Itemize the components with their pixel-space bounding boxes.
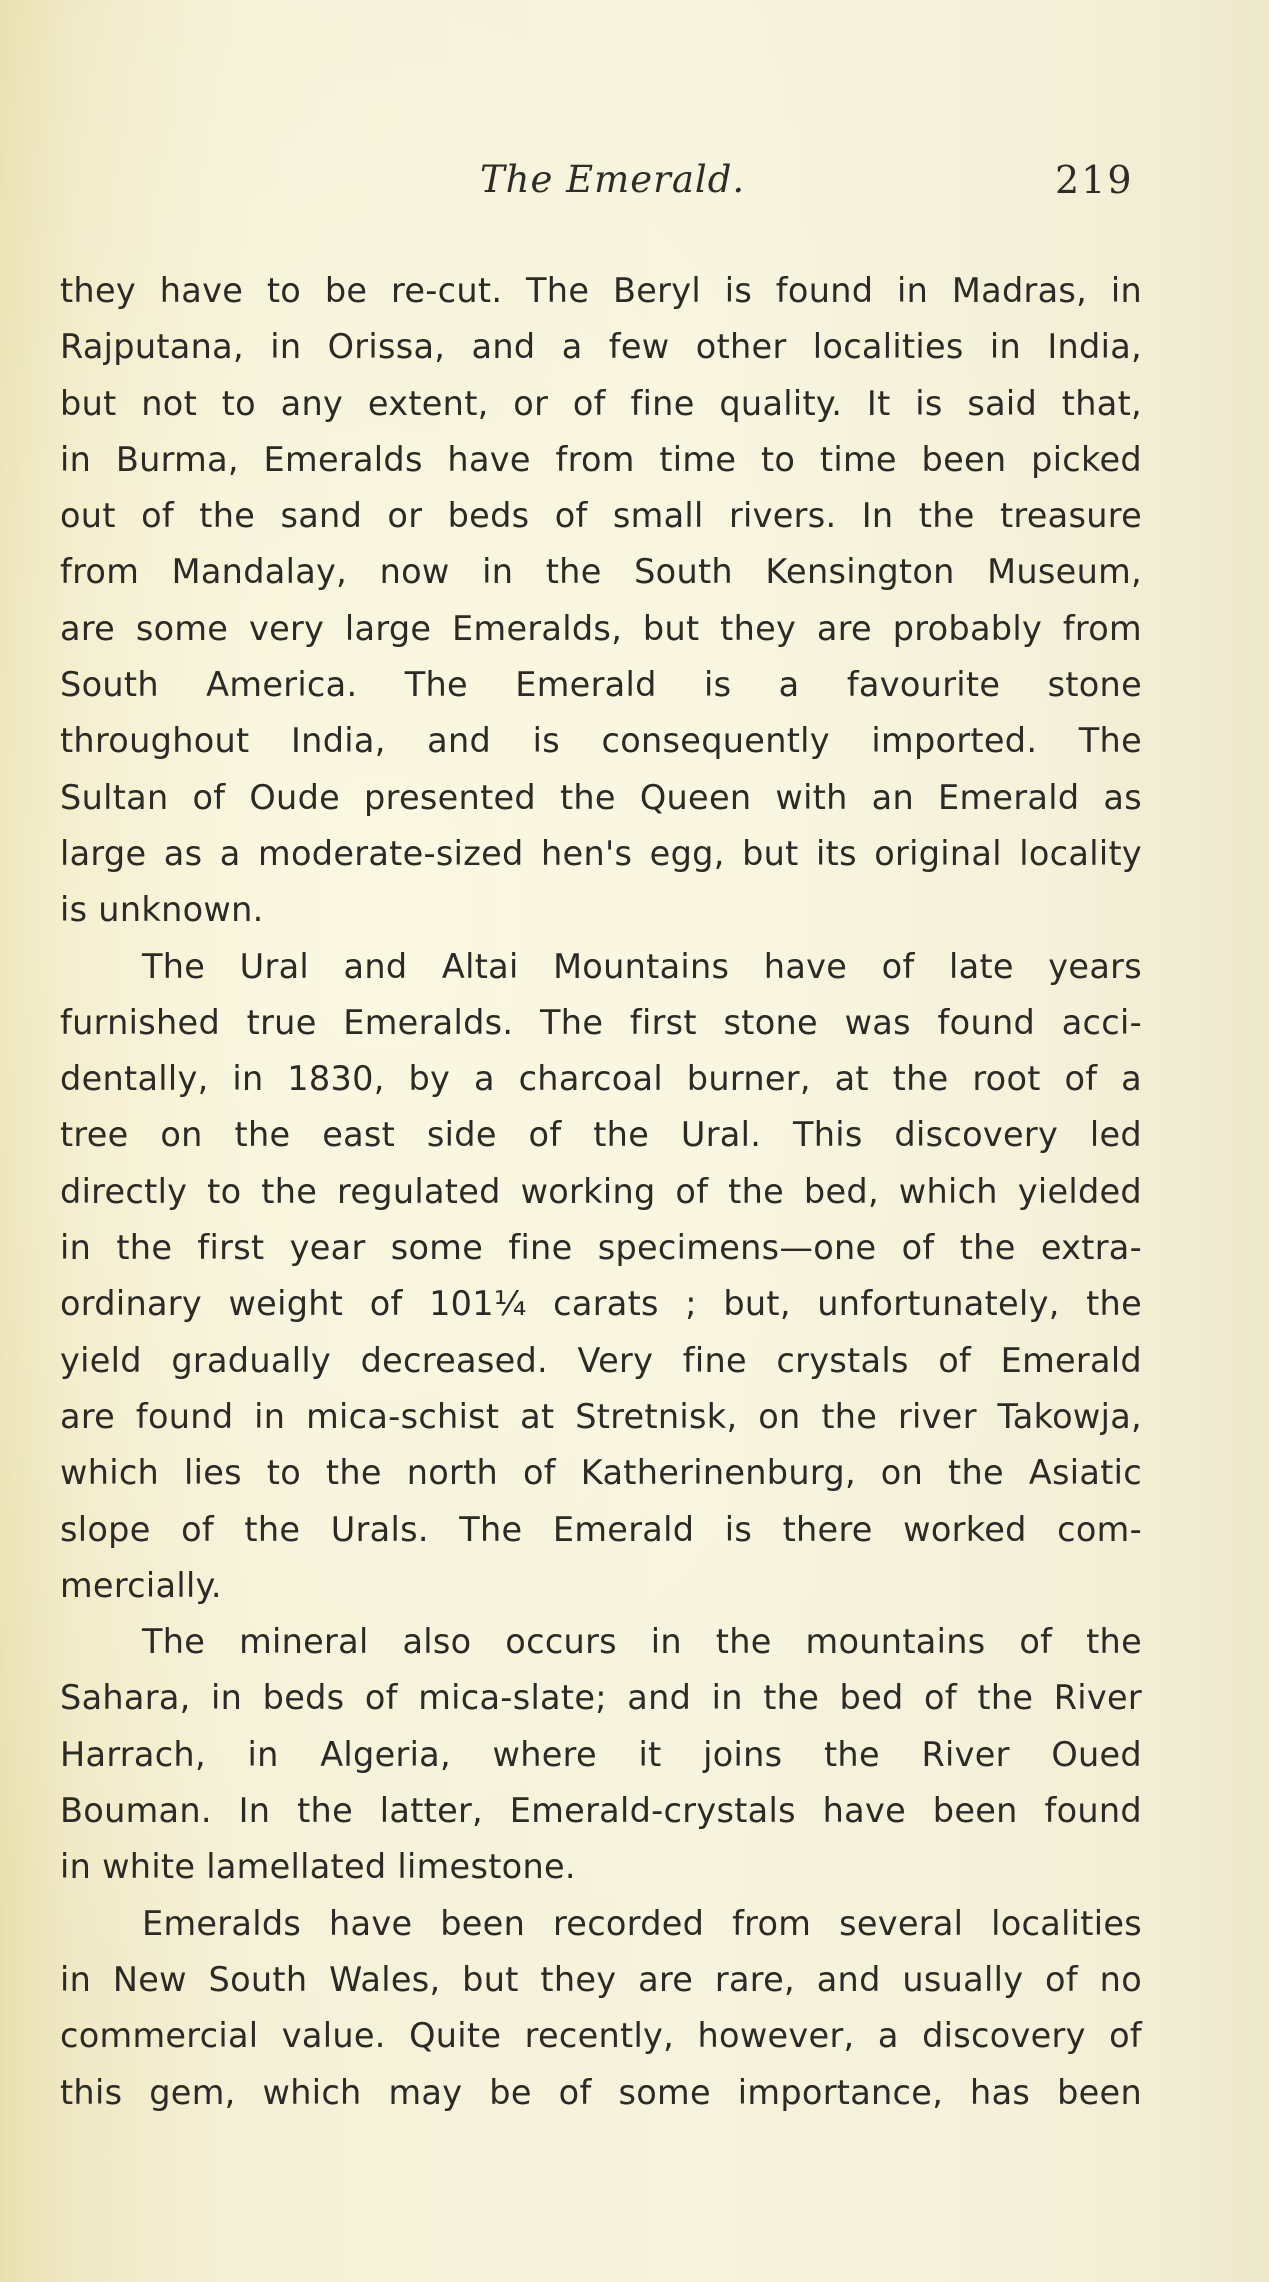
text-line: but not to any extent, or of fine quality. It is said that, [60,383,1142,423]
text-line: South America. The Emerald is a favourite stone [60,665,1142,705]
text-line: in New South Wales, but they are rare, and usually of no [60,1959,1142,1999]
text-line: in the first year some fine specimens—one of the extra- [60,1228,1142,1268]
body-text [60,263,1142,2121]
text-line: from Mandalay, now in the South Kensington Museum, [60,552,1142,592]
text-line: which lies to the north of Katherinenburg, on the Asiatic [60,1453,1142,1493]
running-title: The Emerald. [480,158,746,201]
text-line: ordinary weight of 101¼ carats ; but, unfortunately, the [60,1284,1142,1324]
text-line: Sultan of Oude presented the Queen with an Emerald as [60,777,1142,817]
text-line: is unknown. [60,890,264,930]
text-line: in white lamellated limestone. [60,1847,576,1887]
text-line: large as a moderate-sized hen's egg, but its original locality [60,833,1142,873]
text-line: furnished true Emeralds. The first stone was found acci- [60,1002,1142,1042]
text-line: Bouman. In the latter, Emerald-crystals have been found [60,1791,1142,1831]
text-line: The mineral also occurs in the mountains of the [142,1622,1142,1662]
text-line: are some very large Emeralds, but they are probably from [60,608,1142,648]
text-line: yield gradually decreased. Very fine crystals of Emerald [60,1340,1142,1380]
text-line: Rajputana, in Orissa, and a few other localities in India, [60,327,1142,367]
page-number: 219 [1055,158,1134,202]
text-line: The Ural and Altai Mountains have of late years [142,946,1142,986]
text-line: Emeralds have been recorded from several localities [142,1903,1142,1943]
text-line: are found in mica-schist at Stretnisk, on the river Takowja, [60,1396,1142,1436]
text-line: in Burma, Emeralds have from time to time been picked [60,439,1142,479]
running-head [0,158,1269,208]
text-line: dentally, in 1830, by a charcoal burner, at the root of a [60,1059,1142,1099]
text-line: Harrach, in Algeria, where it joins the River Oued [60,1734,1142,1774]
text-line: throughout India, and is consequently imported. The [60,721,1142,761]
text-line: Sahara, in beds of mica-slate; and in the bed of the River [60,1678,1142,1718]
text-line: slope of the Urals. The Emerald is there worked com- [60,1509,1142,1549]
text-line: directly to the regulated working of the bed, which yielded [60,1171,1142,1211]
text-line: tree on the east side of the Ural. This discovery led [60,1115,1142,1155]
text-line: out of the sand or beds of small rivers. In the treasure [60,496,1142,536]
text-line: mercially. [60,1565,222,1605]
text-line: commercial value. Quite recently, however, a discovery of [60,2016,1142,2056]
text-line: they have to be re-cut. The Beryl is found in Madras, in [60,271,1142,310]
text-line: this gem, which may be of some importance, has been [60,2072,1142,2112]
